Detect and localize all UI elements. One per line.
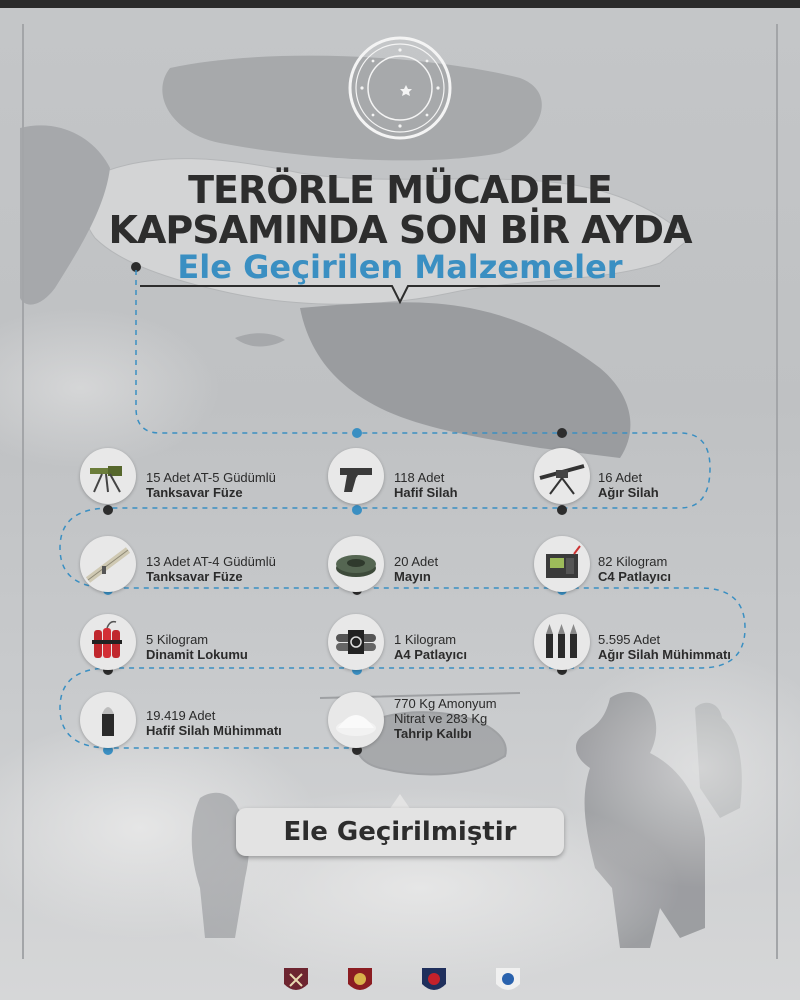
- item-ammonium-nitrate: 770 Kg Amonyum Nitrat ve 283 Kg Tahrip Kalıbı: [394, 696, 497, 741]
- army-logo: [282, 966, 310, 996]
- title-underline: [140, 286, 660, 302]
- item-landmine: 20 Adet Mayın: [394, 554, 439, 584]
- gendarmerie-logo: [346, 966, 374, 996]
- atgm-launcher-icon: [80, 448, 136, 504]
- landmine-icon: [328, 536, 384, 592]
- item-heavy-ammo: 5.595 Adet Ağır Silah Mühimmatı: [598, 632, 731, 662]
- title-line-1: TERÖRLE MÜCADELE: [188, 168, 612, 212]
- c4-explosive-icon: [534, 536, 590, 592]
- machine-gun-icon: [534, 448, 590, 504]
- seized-label-box: [236, 808, 564, 856]
- logo-strip: [0, 958, 800, 1000]
- pistol-icon: [328, 448, 384, 504]
- ammonium-nitrate-icon: [328, 692, 384, 748]
- top-bar: [0, 0, 800, 8]
- light-ammo-icon: [80, 692, 136, 748]
- item-atgm-at4: 13 Adet AT-4 Güdümlü Tanksavar Füze: [146, 554, 276, 584]
- timer-bomb-icon: [328, 614, 384, 670]
- infographic-canvas: [0, 8, 800, 1000]
- title-line-2: KAPSAMINDA SON BİR AYDA: [108, 208, 692, 252]
- title-line-3: Ele Geçirilen Malzemeler: [177, 248, 623, 286]
- navy-logo: [420, 966, 448, 996]
- air-force-logo: [494, 966, 522, 996]
- item-light-weapon: 118 Adet Hafif Silah: [394, 470, 458, 500]
- item-dynamite: 5 Kilogram Dinamit Lokumu: [146, 632, 248, 662]
- item-a4-explosive: 1 Kilogram A4 Patlayıcı: [394, 632, 467, 662]
- heavy-ammo-icon: [534, 614, 590, 670]
- item-atgm-at5: 15 Adet AT-5 Güdümlü Tanksavar Füze: [146, 470, 276, 500]
- dynamite-icon: [80, 614, 136, 670]
- seized-label: Ele Geçirilmiştir: [283, 817, 517, 847]
- at4-launcher-icon: [80, 536, 136, 592]
- item-light-ammo: 19.419 Adet Hafif Silah Mühimmatı: [146, 708, 282, 738]
- item-c4: 82 Kilogram C4 Patlayıcı: [598, 554, 671, 584]
- item-heavy-weapon: 16 Adet Ağır Silah: [598, 470, 659, 500]
